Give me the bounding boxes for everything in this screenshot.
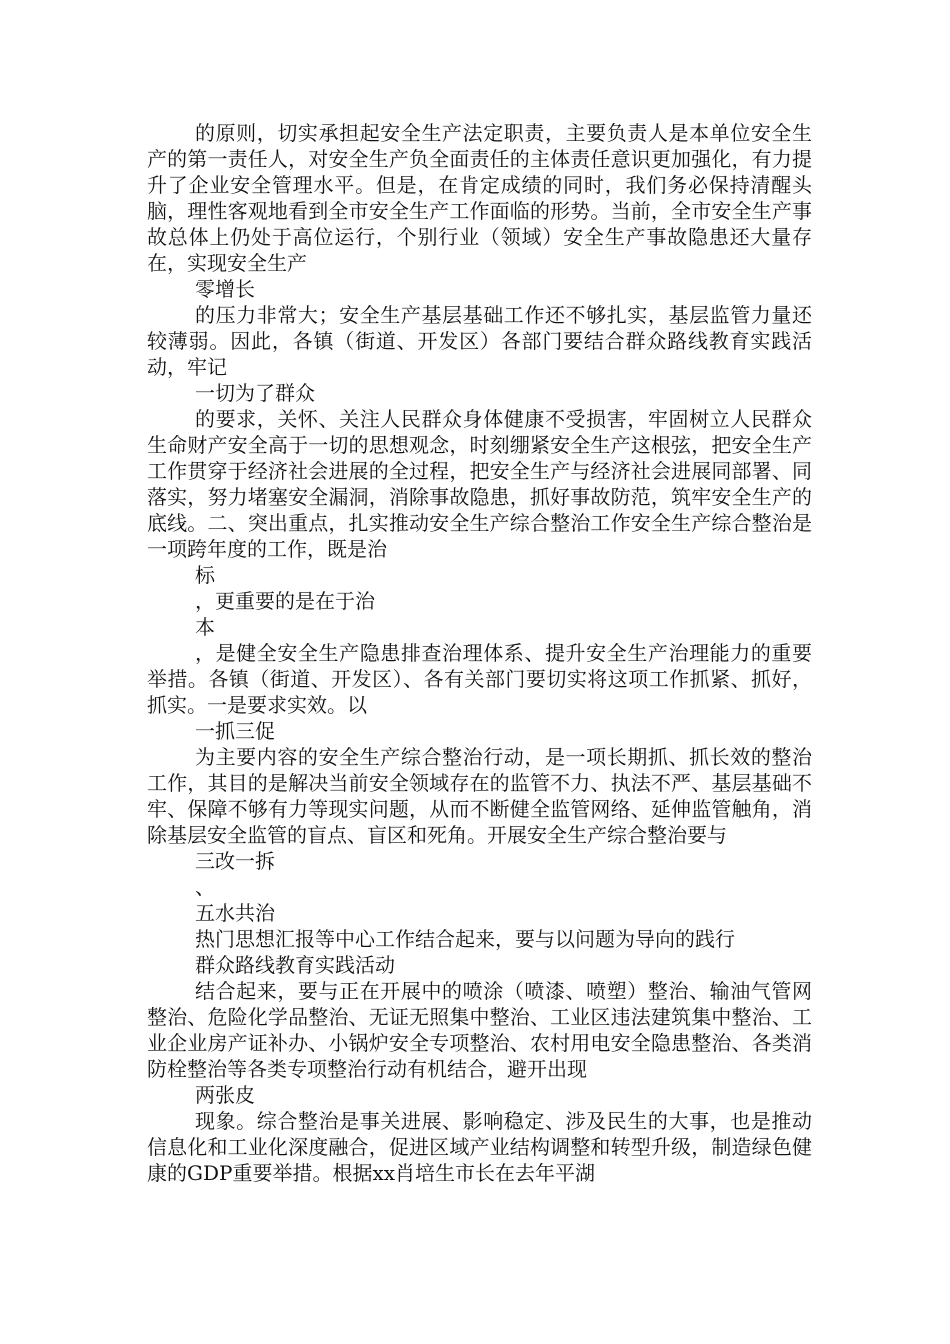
paragraph: 现象。综合整治是事关进展、影响稳定、涉及民生的大事，也是推动信息化和工业化深度融合，促进区域产业结构调整和转型升级，制造绿色健康的GDP重要举措。根据xx肖培生市长在去年平湖: [147, 1109, 812, 1185]
paragraph: 三改一拆: [195, 849, 275, 873]
paragraph: 两张皮: [195, 1083, 255, 1107]
paragraph: ，更重要的是在于治: [195, 589, 375, 613]
paragraph: 群众路线教育实践活动: [195, 953, 395, 977]
paragraph: 的压力非常大；安全生产基层基础工作还不够扎实，基层监管力量还较薄弱。因此，各镇（街道、开发区）各部门要结合群众路线教育实践活动，牢记: [147, 303, 812, 379]
paragraph: 零增长: [195, 277, 255, 301]
document-body: [147, 120, 812, 1186]
paragraph: 结合起来，要与正在开展中的喷涂（喷漆、喷塑）整治、输油气管网整治、危险化学品整治、无证无照集中整治、工业区违法建筑集中整治、工业企业房产证补办、小锅炉安全专项整治、农村用电安全隐患整治、各类消防栓整治等各类专项整治行动有机结合，避开出现: [147, 979, 812, 1081]
paragraph: 、: [195, 875, 215, 899]
paragraph: 热门思想汇报等中心工作结合起来，要与以问题为导向的践行: [195, 927, 735, 951]
paragraph: 一切为了群众: [195, 381, 315, 405]
paragraph: 的原则，切实承担起安全生产法定职责，主要负责人是本单位安全生产的第一责任人，对安全生产负全面责任的主体责任意识更加强化，有力提升了企业安全管理水平。但是，在肯定成绩的同时，我们务必保持清醒头脑，理性客观地看到全市安全生产工作面临的形势。当前，全市安全生产事故总体上仍处于高位运行，个别行业（领域）安全生产事故隐患还大量存在，实现安全生产: [147, 121, 812, 275]
paragraph: 的要求，关怀、关注人民群众身体健康不受损害，牢固树立人民群众生命财产安全高于一切的思想观念，时刻绷紧安全生产这根弦，把安全生产工作贯穿于经济社会进展的全过程，把安全生产与经济社会进展同部署、同落实，努力堵塞安全漏洞，消除事故隐患，抓好事故防范，筑牢安全生产的底线。二、突出重点，扎实推动安全生产综合整治工作安全生产综合整治是一项跨年度的工作，既是治: [147, 407, 812, 561]
paragraph: 五水共治: [195, 901, 275, 925]
paragraph: 一抓三促: [195, 719, 275, 743]
paragraph: 标: [195, 563, 215, 587]
paragraph: 本: [195, 615, 215, 639]
paragraph: ，是健全安全生产隐患排查治理体系、提升安全生产治理能力的重要举措。各镇（街道、开发区）、各有关部门要切实将这项工作抓紧、抓好，抓实。一是要求实效。以: [147, 641, 812, 717]
paragraph: 为主要内容的安全生产综合整治行动，是一项长期抓、抓长效的整治工作，其目的是解决当前安全领域存在的监管不力、执法不严、基层基础不牢、保障不够有力等现实问题，从而不断健全监管网络、延伸监管触角，消除基层安全监管的盲点、盲区和死角。开展安全生产综合整治要与: [147, 745, 812, 847]
